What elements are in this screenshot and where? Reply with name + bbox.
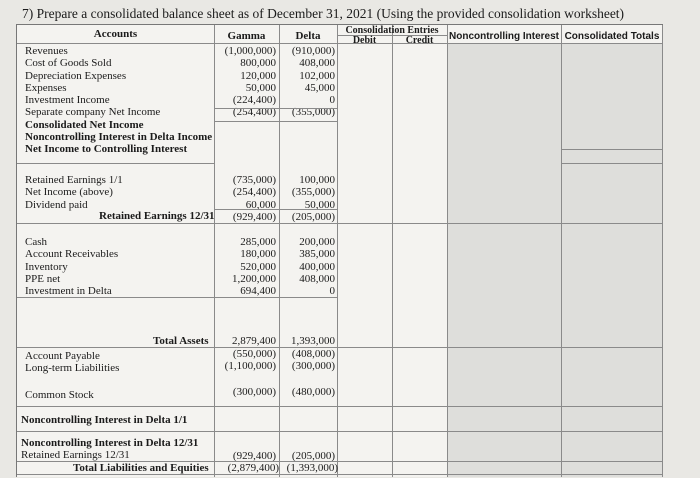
cell-gamma: 50,000 [245, 81, 276, 94]
row-label-re-1231-bottom: Retained Earnings 12/31 [21, 449, 130, 462]
cell-total-assets-delta: 1,393,000 [291, 335, 335, 347]
liability-gamma-values [225, 348, 276, 373]
asset-delta-values [299, 236, 335, 297]
cell-gamma: 60,000 [245, 198, 276, 211]
row-label-accounts-payable: Account Payable [25, 350, 100, 362]
header-debit: Debit [352, 35, 377, 46]
row-label-inventory: Inventory [25, 260, 68, 273]
total-le-line [17, 474, 663, 475]
cell-delta: (408,000) [291, 348, 335, 360]
investment-row-underline [17, 297, 337, 298]
row-label-nci-11: Noncontrolling Interest in Delta 1/1 [21, 414, 188, 426]
consolidated-ni-box-bottom [561, 163, 663, 164]
re-bottom-line [17, 461, 663, 462]
retained-labels [25, 174, 123, 211]
consolidated-column-shade [561, 43, 663, 477]
cell-re-bottom-gamma: (929,400) [232, 450, 276, 462]
cell-stock-delta: (480,000) [291, 386, 335, 398]
divider-accounts-gamma [214, 25, 215, 477]
cell-total-le-gamma: (2,879,400) [227, 462, 279, 474]
nci-11-line [17, 431, 663, 432]
cell-delta: (205,000) [291, 210, 335, 223]
liability-delta-values [292, 348, 335, 373]
divider-credit-nci [447, 25, 448, 477]
row-label-re-11: Retained Earnings 1/1 [25, 174, 123, 186]
cell-gamma: 520,000 [240, 260, 276, 273]
right-border [662, 25, 663, 477]
cell-delta: (910,000) [291, 45, 335, 57]
cell-gamma: 694,400 [240, 285, 276, 298]
separate-net-income-underline [214, 121, 337, 122]
cell-delta: 102,000 [299, 69, 335, 82]
bottom-labels [21, 437, 198, 462]
cell-stock-gamma: (300,000) [232, 386, 276, 398]
cell-delta: 45,000 [304, 81, 335, 94]
cell-delta: 400,000 [299, 260, 335, 273]
common-stock-line [17, 406, 663, 407]
retained-subtotal-line [214, 209, 337, 210]
cell-gamma: (735,000) [232, 174, 276, 186]
cell-gamma: (254,400) [232, 186, 276, 199]
row-label-net-income-above: Net Income (above) [25, 186, 113, 199]
header-noncontrolling: Noncontrolling Interest [449, 31, 559, 42]
row-label-re-1231: Retained Earnings 12/31 [99, 210, 215, 222]
consolidated-ni-box-top [561, 149, 663, 150]
row-label-total-assets: Total Assets [153, 335, 209, 347]
row-label-common-stock: Common Stock [25, 389, 94, 401]
cell-gamma: 120,000 [240, 69, 276, 82]
header-gamma: Gamma [227, 30, 266, 42]
cell-gamma: (929,400) [232, 210, 276, 223]
retained-section-bottom [17, 223, 663, 224]
cell-delta: 100,000 [299, 174, 335, 186]
cell-gamma: (1,100,000) [224, 360, 276, 373]
row-label-total-liab-equity: Total Liabilities and Equities [73, 462, 209, 474]
retained-delta-values [292, 174, 335, 223]
header-consolidation-entries: Consolidation Entries [345, 25, 439, 36]
cell-delta: (355,000) [291, 186, 335, 199]
cell-gamma: (550,000) [232, 348, 276, 360]
row-label-separate-net-income: Separate company Net Income [25, 106, 161, 119]
row-label-nci-income: Noncontrolling Interest in Delta Income [25, 131, 213, 144]
header-delta: Delta [295, 30, 321, 42]
consolidation-worksheet [16, 24, 663, 477]
asset-labels [25, 236, 118, 297]
row-label-consolidated-net-income: Consolidated Net Income [25, 118, 144, 131]
cell-gamma: 180,000 [240, 248, 276, 261]
divider-debit-credit [392, 25, 393, 477]
row-label-net-income-controlling: Net Income to Controlling Interest [25, 143, 188, 156]
cell-gamma: 800,000 [240, 57, 276, 70]
worksheet-title: 7) Prepare a consolidated balance sheet as of December 31, 2021 (Using the provided consolidation worksheet) [22, 6, 625, 21]
divider-nci-consolidated [561, 25, 562, 477]
income-section-bottom [17, 163, 214, 164]
asset-gamma-values [232, 236, 276, 297]
row-label-investment-income: Investment Income [25, 94, 110, 107]
divider-gamma-delta [279, 25, 280, 477]
liability-labels [25, 350, 119, 375]
row-label-depreciation: Depreciation Expenses [25, 69, 127, 82]
row-label-cash: Cash [25, 236, 47, 248]
cell-delta: 408,000 [299, 57, 335, 70]
total-assets-line [17, 347, 663, 348]
cell-delta: 0 [329, 94, 335, 107]
cell-re-bottom-delta: (205,000) [291, 450, 335, 462]
divider-delta-debit [337, 25, 338, 477]
cell-delta: 0 [329, 285, 335, 298]
row-label-long-term: Long-term Liabilities [25, 362, 120, 375]
cell-gamma: 285,000 [240, 236, 276, 248]
row-label-cogs: Cost of Goods Sold [25, 57, 112, 70]
subtotal-line-investment-income [214, 108, 337, 109]
cell-delta: (300,000) [291, 360, 335, 373]
cell-gamma: 1,200,000 [232, 272, 276, 285]
cell-total-assets-gamma: 2,879,400 [232, 335, 276, 347]
cell-delta: 200,000 [299, 236, 335, 248]
row-label-nci-1231: Noncontrolling Interest in Delta 12/31 [21, 437, 199, 449]
header-credit: Credit [405, 35, 434, 46]
income-labels [25, 45, 212, 156]
cell-delta: 408,000 [299, 272, 335, 285]
row-label-revenues: Revenues [25, 45, 68, 57]
row-label-ppe: PPE net [25, 272, 61, 285]
row-label-receivables: Account Receivables [25, 248, 119, 261]
row-label-expenses: Expenses [25, 81, 67, 94]
header-consolidated: Consolidated Totals [564, 31, 660, 42]
cell-gamma: (224,400) [232, 94, 276, 107]
retained-gamma-values [233, 174, 276, 223]
cell-gamma: (254,400) [232, 106, 276, 119]
cell-delta: 385,000 [299, 248, 335, 261]
cell-total-le-delta: (1,393,000) [286, 462, 338, 474]
cell-gamma: (1,000,000) [224, 45, 276, 57]
row-label-dividend-paid: Dividend paid [25, 198, 88, 211]
cell-delta: (355,000) [291, 106, 335, 119]
row-label-investment-delta: Investment in Delta [25, 285, 112, 298]
cell-delta: 50,000 [304, 198, 335, 211]
noncontrolling-column-shade [447, 43, 561, 477]
header-accounts: Accounts [93, 28, 138, 40]
